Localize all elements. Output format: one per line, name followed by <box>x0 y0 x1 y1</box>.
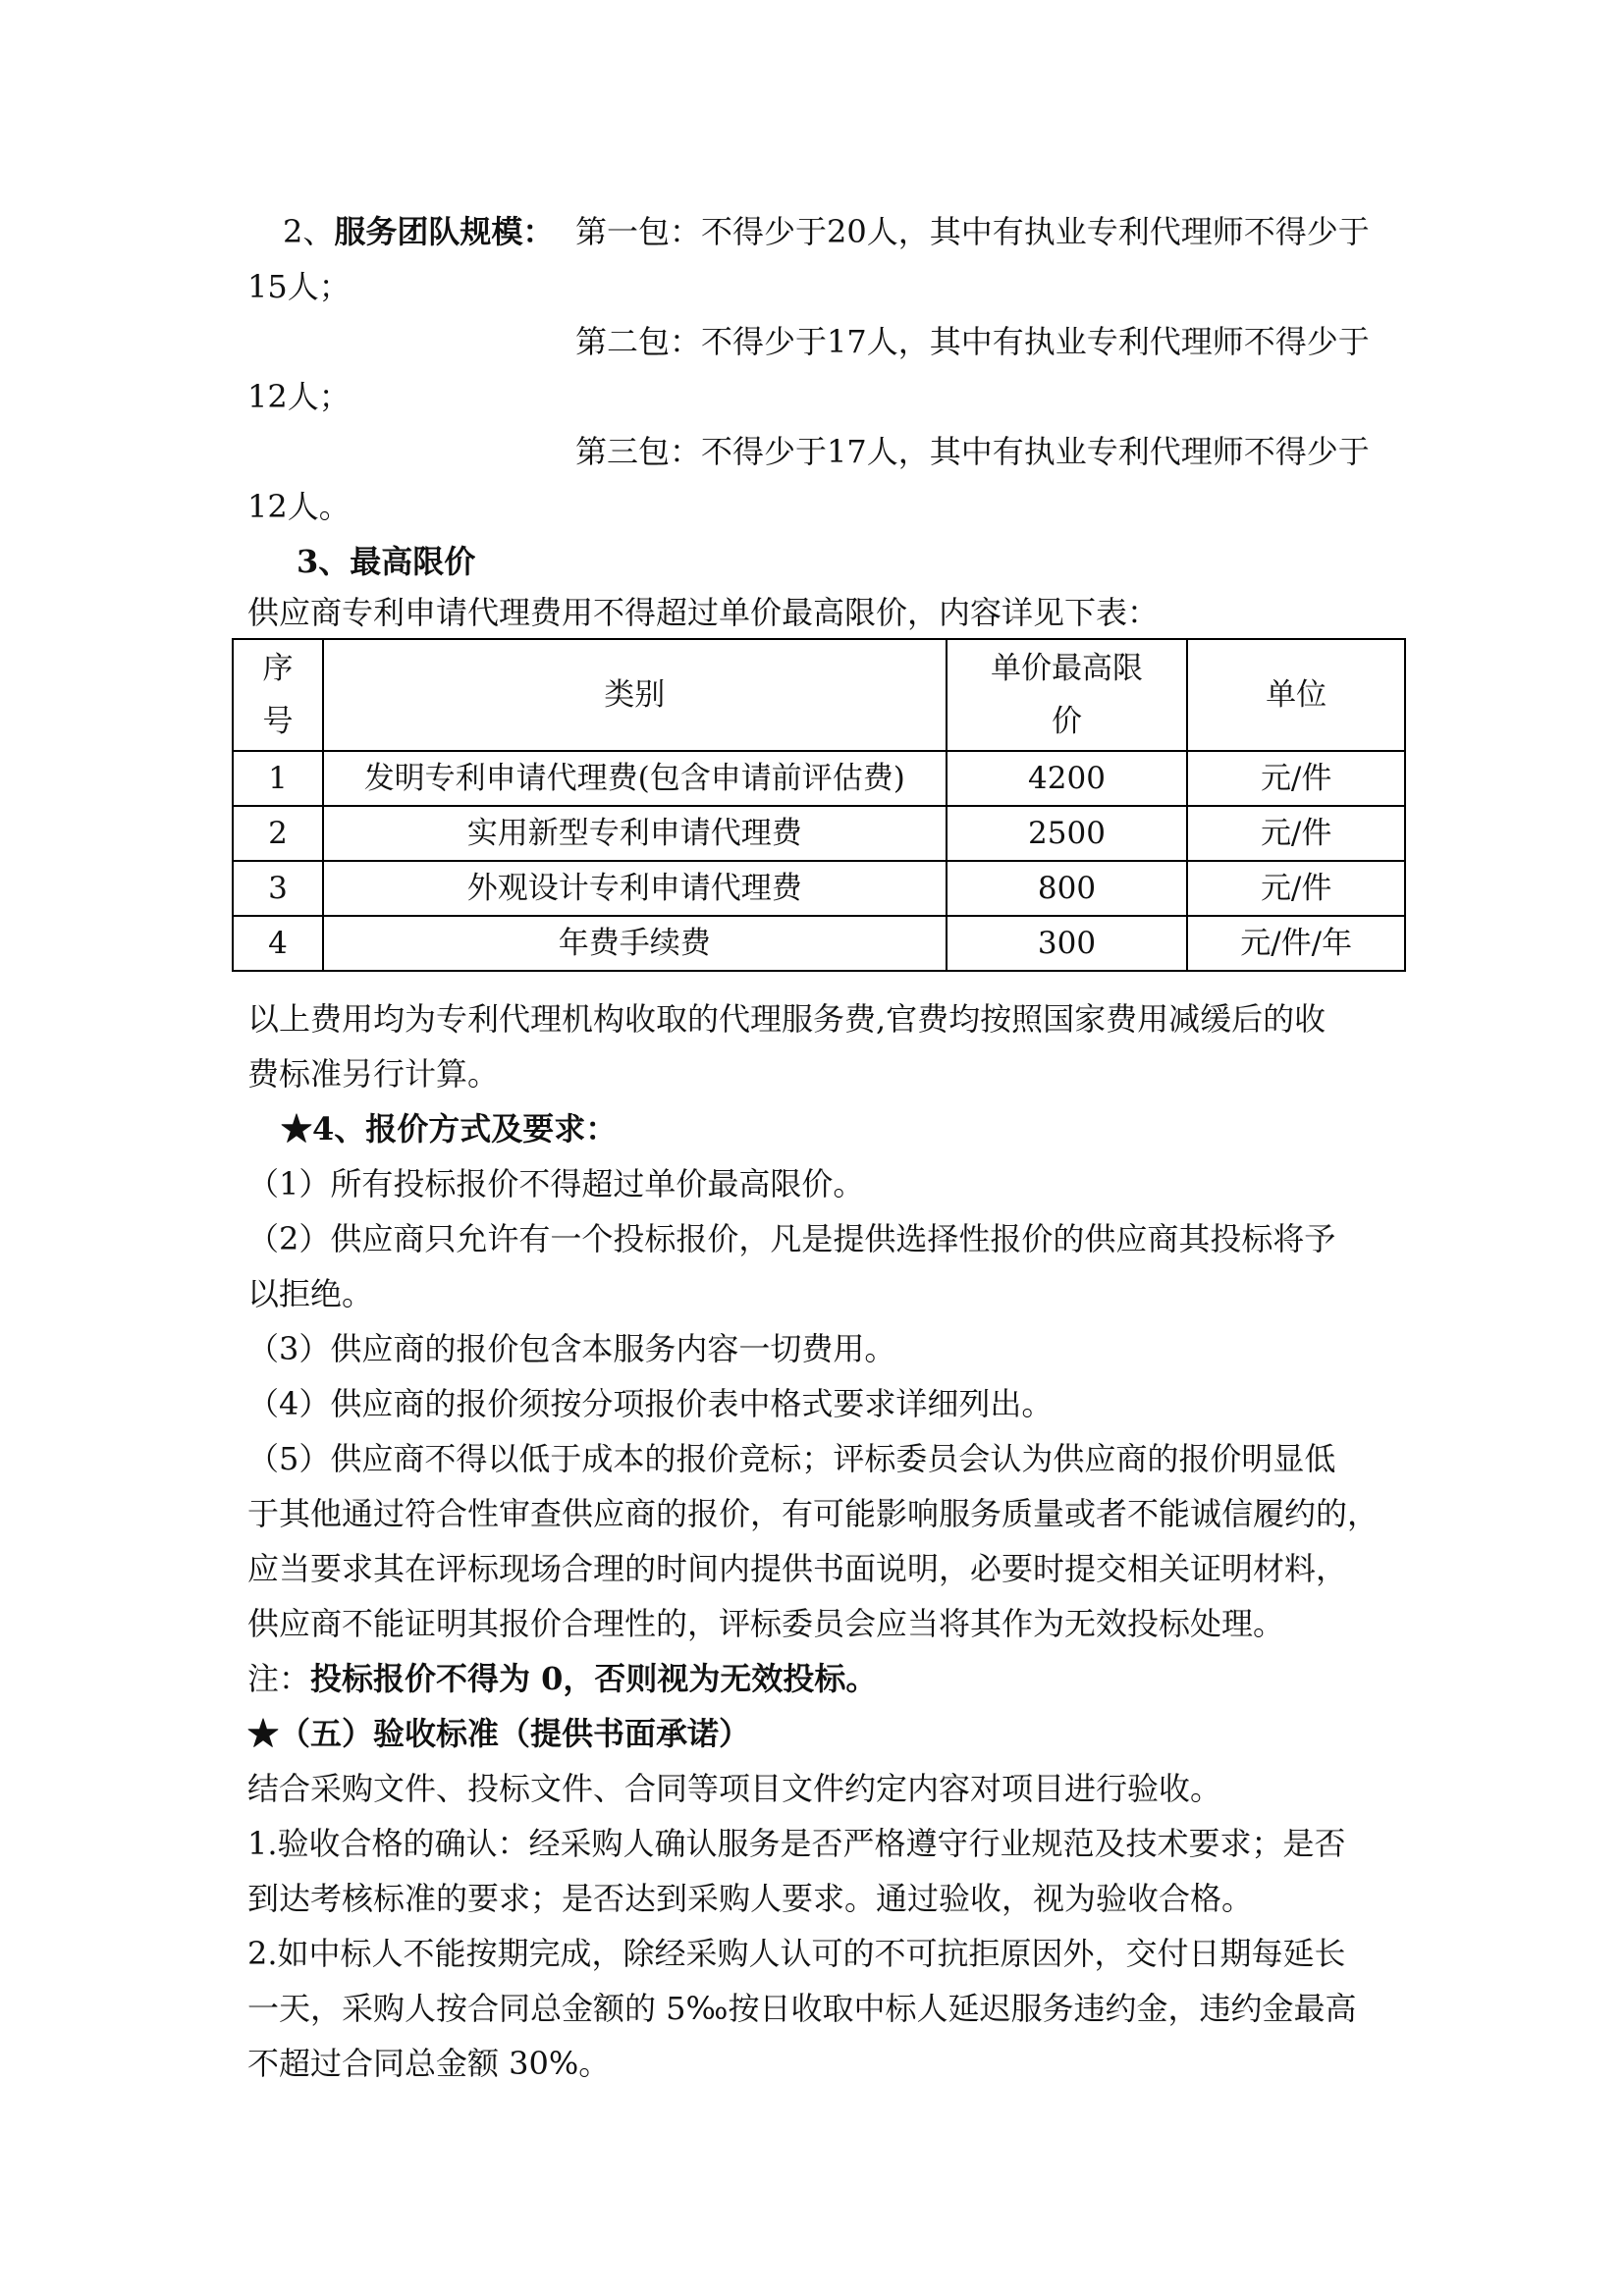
acceptance-item-2-cont-1: 一天，采购人按合同总金额的 5‰按日收取中标人延迟服务违约金，违约金最高 <box>247 1990 1357 2027</box>
header-category: 类别 <box>323 639 947 751</box>
quote-item-1: （1）所有投标报价不得超过单价最高限价。 <box>247 1165 865 1202</box>
acceptance-item-2-cont-2: 不超过合同总金额 30%。 <box>247 2045 611 2082</box>
fee-note-line-2: 费标准另行计算。 <box>247 1055 500 1093</box>
cell-price: 300 <box>947 916 1188 971</box>
quote-note <box>247 1659 877 1698</box>
quote-item-5: （5）供应商不得以低于成本的报价竞标；评标委员会认为供应商的报价明显低 <box>247 1440 1336 1477</box>
quote-note-label: 注： <box>247 1660 311 1697</box>
quote-item-5-cont-3: 供应商不能证明其报价合理性的，评标委员会应当将其作为无效投标处理。 <box>247 1605 1285 1642</box>
cell-price: 2500 <box>947 806 1188 861</box>
header-unit: 单位 <box>1187 639 1405 751</box>
quote-note-text: 投标报价不得为 0，否则视为无效投标。 <box>310 1660 878 1697</box>
cell-category: 外观设计专利申请代理费 <box>323 861 947 916</box>
table-row <box>233 861 1405 916</box>
quote-item-5-cont-1: 于其他通过符合性审查供应商的报价，有可能影响服务质量或者不能诚信履约的， <box>247 1495 1380 1532</box>
cell-category: 实用新型专利申请代理费 <box>323 806 947 861</box>
table-row <box>233 751 1405 806</box>
acceptance-heading: ★（五）验收标准（提供书面承诺） <box>247 1715 751 1752</box>
pkg3-requirement: 第三包：不得少于17人，其中有执业专利代理师不得少于 <box>575 433 1370 470</box>
cell-unit: 元/件 <box>1187 751 1405 806</box>
pkg1-requirement: 第一包：不得少于20人，其中有执业专利代理师不得少于 <box>575 213 1370 250</box>
header-price-line2: 价 <box>1052 704 1082 739</box>
quote-item-4: （4）供应商的报价须按分项报价表中格式要求详细列出。 <box>247 1385 1054 1422</box>
cell-price: 4200 <box>947 751 1188 806</box>
quote-item-2: （2）供应商只允许有一个投标报价，凡是提供选择性报价的供应商其投标将予 <box>247 1220 1336 1257</box>
header-price <box>947 639 1188 751</box>
acceptance-item-2: 2.如中标人不能按期完成，除经采购人认可的不可抗拒原因外，交付日期每延长 <box>247 1935 1346 1972</box>
cell-unit: 元/件 <box>1187 806 1405 861</box>
pkg2-requirement-cont: 12人； <box>247 378 351 415</box>
quote-item-3: （3）供应商的报价包含本服务内容一切费用。 <box>247 1330 896 1367</box>
team-heading-number: 2、 <box>283 213 335 250</box>
header-price-line1: 单价最高限 <box>991 651 1143 686</box>
acceptance-item-1: 1.验收合格的确认：经采购人确认服务是否严格遵守行业规范及技术要求；是否 <box>247 1825 1346 1862</box>
header-no-line2: 号 <box>262 704 294 739</box>
cell-unit: 元/件 <box>1187 861 1405 916</box>
cell-category: 发明专利申请代理费(包含申请前评估费) <box>323 751 947 806</box>
acceptance-item-1-cont: 到达考核标准的要求；是否达到采购人要求。通过验收，视为验收合格。 <box>247 1880 1254 1917</box>
cell-no: 1 <box>233 751 323 806</box>
fee-note-line-1: 以上费用均为专利代理机构收取的代理服务费,官费均按照国家费用减缓后的收 <box>247 1000 1326 1038</box>
cell-price: 800 <box>947 861 1188 916</box>
max-price-table <box>232 638 1406 972</box>
pkg3-requirement-cont: 12人。 <box>247 488 351 525</box>
table-row <box>233 916 1405 971</box>
pkg2-requirement: 第二包：不得少于17人，其中有执业专利代理师不得少于 <box>575 323 1370 360</box>
max-price-heading: 3、最高限价 <box>297 543 476 580</box>
pkg1-requirement-cont: 15人； <box>247 268 351 305</box>
header-no-line1: 序 <box>262 651 294 686</box>
team-heading: 服务团队规模： <box>334 213 555 250</box>
cell-category: 年费手续费 <box>323 916 947 971</box>
max-price-intro: 供应商专利申请代理费用不得超过单价最高限价，内容详见下表： <box>247 594 1160 631</box>
cell-unit: 元/件/年 <box>1187 916 1405 971</box>
quote-item-2-cont: 以拒绝。 <box>247 1275 374 1312</box>
table-row <box>233 806 1405 861</box>
cell-no: 4 <box>233 916 323 971</box>
cell-no: 2 <box>233 806 323 861</box>
quote-heading: ★4、报价方式及要求： <box>281 1110 618 1148</box>
team-size-line-1 <box>283 212 554 251</box>
table-header-row <box>233 639 1405 751</box>
cell-no: 3 <box>233 861 323 916</box>
header-no <box>233 639 323 751</box>
quote-item-5-cont-2: 应当要求其在评标现场合理的时间内提供书面说明，必要时提交相关证明材料， <box>247 1550 1348 1587</box>
acceptance-intro: 结合采购文件、投标文件、合同等项目文件约定内容对项目进行验收。 <box>247 1770 1222 1807</box>
